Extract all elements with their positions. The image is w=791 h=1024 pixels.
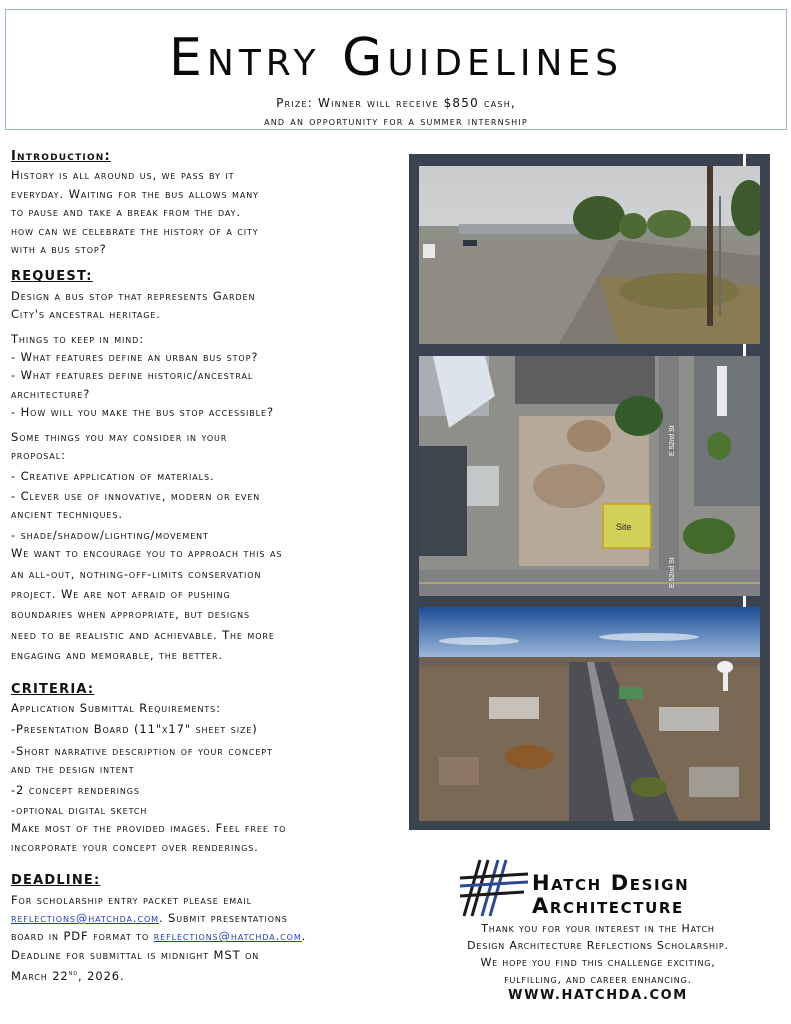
street-label: E 52nd St — [669, 557, 676, 588]
hatch-logo — [458, 858, 758, 918]
consider-line: proposal: — [11, 448, 66, 463]
thanks-line: Thank you for your interest in the Hatch — [481, 922, 715, 935]
criteria-line: -2 concept renderings — [11, 782, 140, 797]
website-link[interactable]: WWW.HATCHDA.COM — [508, 988, 688, 1003]
thanks-line: fulfilling, and career enhancing. — [504, 973, 692, 986]
consider-line: an all-out, nothing-off-limits conservation — [11, 566, 262, 581]
deadline-year: , 2026. — [78, 969, 125, 984]
deadline-line — [11, 964, 406, 985]
logo-line-1: Hatch Design — [532, 871, 690, 895]
consider-line: ancient techniques. — [11, 507, 123, 522]
criteria-line: Application Submittal Requirements: — [11, 700, 221, 715]
criteria-line: incorporate your concept over renderings. — [11, 839, 259, 854]
criteria-line: Make most of the provided images. Feel free to — [11, 821, 287, 836]
guidelines-column — [11, 148, 406, 985]
deadline-heading: DEADLINE: — [11, 873, 101, 889]
keep-in-mind-line: - What features define an urban bus stop? — [11, 350, 259, 365]
keep-in-mind-line: architecture? — [11, 386, 91, 401]
deadline-line — [11, 909, 406, 927]
prize-line-1: Prize: Winner will receive $850 cash, — [276, 96, 516, 110]
prize-line-2: and an opportunity for a summer internship — [264, 114, 528, 128]
introduction-heading: Introduction: — [11, 149, 111, 164]
deadline-date: March 22 — [11, 969, 69, 984]
consider-line: Some things you may consider in your — [11, 429, 228, 444]
criteria-heading: CRITERIA: — [11, 681, 95, 697]
intro-line: everyday. Waiting for the bus allows many — [11, 186, 259, 201]
email-link[interactable]: reflections@hatchda.com — [153, 929, 302, 944]
consider-line: - shade/shadow/lighting/movement — [11, 527, 209, 542]
keep-in-mind-line: - What features define historic/ancestral — [11, 368, 254, 383]
thanks-line: Design Architecture Reflections Scholarship. — [467, 939, 729, 952]
consider-line: need to be realistic and achievable. The more — [11, 627, 275, 642]
site-street-photo — [419, 166, 760, 344]
header-box — [5, 9, 787, 130]
date-suffix: nd — [68, 969, 79, 978]
photo-panel — [409, 154, 770, 830]
intro-line: how can we celebrate the history of a city — [11, 223, 259, 238]
consider-line: - Creative application of materials. — [11, 468, 215, 483]
page-title: Entry Guidelines — [169, 28, 623, 88]
keep-in-mind-line: - How will you make the bus stop accessible? — [11, 405, 274, 420]
prize-text — [6, 94, 786, 130]
criteria-line: -Presentation Board (11"x17" sheet size) — [11, 722, 258, 737]
logo-line-2: Architecture — [532, 894, 684, 918]
thanks-line: We hope you find this challenge exciting, — [480, 956, 716, 969]
criteria-line: -optional digital sketch — [11, 803, 148, 817]
city-aerial-photo — [419, 607, 760, 821]
deadline-text: . — [301, 929, 307, 944]
criteria-line: -Short narrative description of your concept — [11, 743, 273, 758]
site-label: Site — [616, 522, 632, 532]
intro-line: History is all around us, we pass by it — [11, 168, 235, 183]
email-link[interactable]: reflections@hatchda.com — [11, 911, 159, 926]
site-aerial-map — [419, 356, 760, 596]
intro-line: to pause and take a break from the day. — [11, 205, 241, 220]
hatch-hash-icon — [458, 858, 530, 918]
consider-line: boundaries when appropriate, but designs — [11, 607, 250, 622]
deadline-text: . Submit presentations — [158, 911, 288, 926]
consider-line: - Clever use of innovative, modern or even — [11, 488, 261, 503]
request-line: Design a bus stop that represents Garden — [11, 288, 256, 303]
criteria-line: and the design intent — [11, 762, 135, 777]
street-label: E 52nd St — [669, 425, 676, 456]
logo-wordmark — [532, 872, 689, 918]
keep-in-mind-line: Things to keep in mind: — [11, 331, 144, 346]
consider-line: project. We are not afraid of pushing — [11, 586, 231, 601]
deadline-line: Deadline for submittal is midnight MST on — [11, 947, 260, 962]
thank-you-note — [418, 920, 778, 988]
consider-line: engaging and memorable, the better. — [11, 648, 223, 663]
request-heading: REQUEST: — [11, 269, 93, 285]
intro-line: with a bus stop? — [11, 242, 107, 257]
deadline-text: board in PDF format to — [11, 929, 154, 944]
deadline-line — [11, 927, 406, 945]
request-line: City's ancestral heritage. — [11, 307, 161, 322]
deadline-line: For scholarship entry packet please email — [11, 892, 253, 907]
consider-line: We want to encourage you to approach this as — [11, 546, 283, 561]
